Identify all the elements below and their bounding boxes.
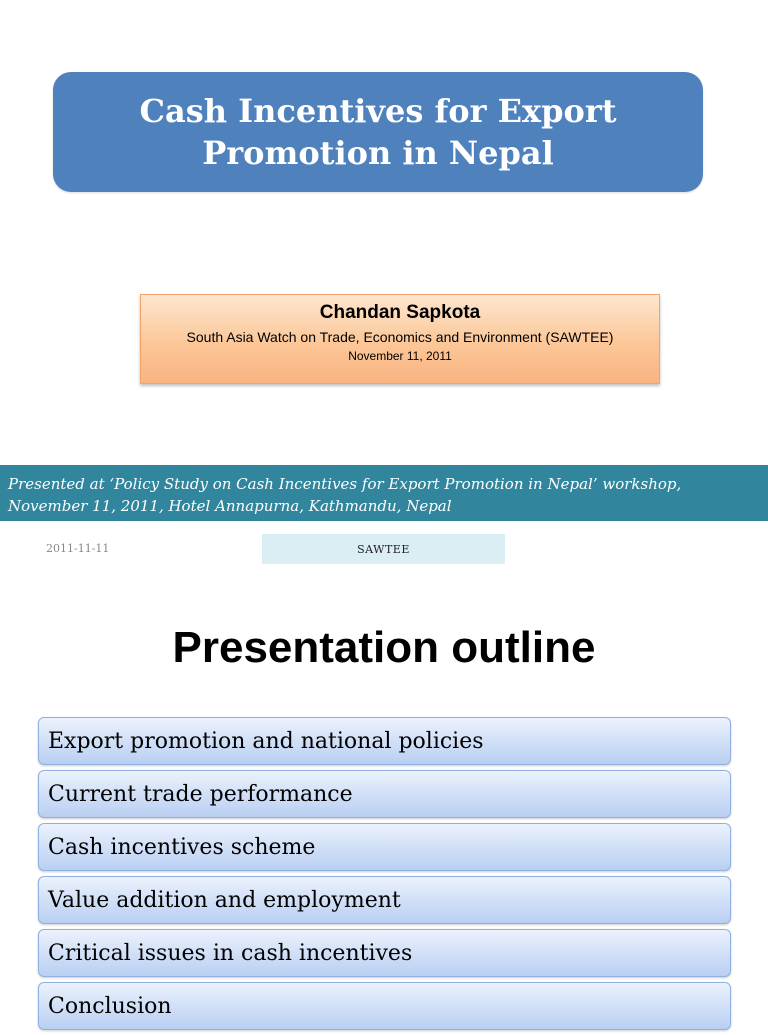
outline-slide: [0, 576, 768, 1024]
title-box: [53, 72, 703, 192]
outline-item-trade-performance: Current trade performance: [38, 770, 731, 818]
author-organization: South Asia Watch on Trade, Economics and Environment (SAWTEE): [186, 329, 614, 345]
outline-item-value-addition: Value addition and employment: [38, 876, 731, 924]
presented-at-line-2: November 11, 2011, Hotel Annapurna, Kathmandu, Nepal: [8, 497, 452, 515]
footer-organization: SAWTEE: [262, 534, 505, 564]
author-name: Chandan Sapkota: [319, 302, 481, 323]
footer-date: 2011-11-11: [46, 542, 110, 555]
outline-item-cash-incentives: Cash incentives scheme: [38, 823, 731, 871]
presented-at-banner: [0, 465, 768, 521]
outline-item-export-promotion: Export promotion and national policies: [38, 717, 731, 765]
outline-item-conclusion: Conclusion: [38, 982, 731, 1030]
slide-title-line-2: Promotion in Nepal: [202, 134, 554, 172]
outline-title: Presentation outline: [172, 623, 596, 672]
outline-list: [38, 717, 731, 1035]
author-box: [140, 294, 660, 384]
outline-item-critical-issues: Critical issues in cash incentives: [38, 929, 731, 977]
slide-title-line-1: Cash Incentives for Export: [139, 92, 617, 130]
author-date: November 11, 2011: [348, 349, 452, 363]
presented-at-line-1: Presented at ‘Policy Study on Cash Incentives for Export Promotion in Nepal’ workshop,: [8, 475, 682, 493]
